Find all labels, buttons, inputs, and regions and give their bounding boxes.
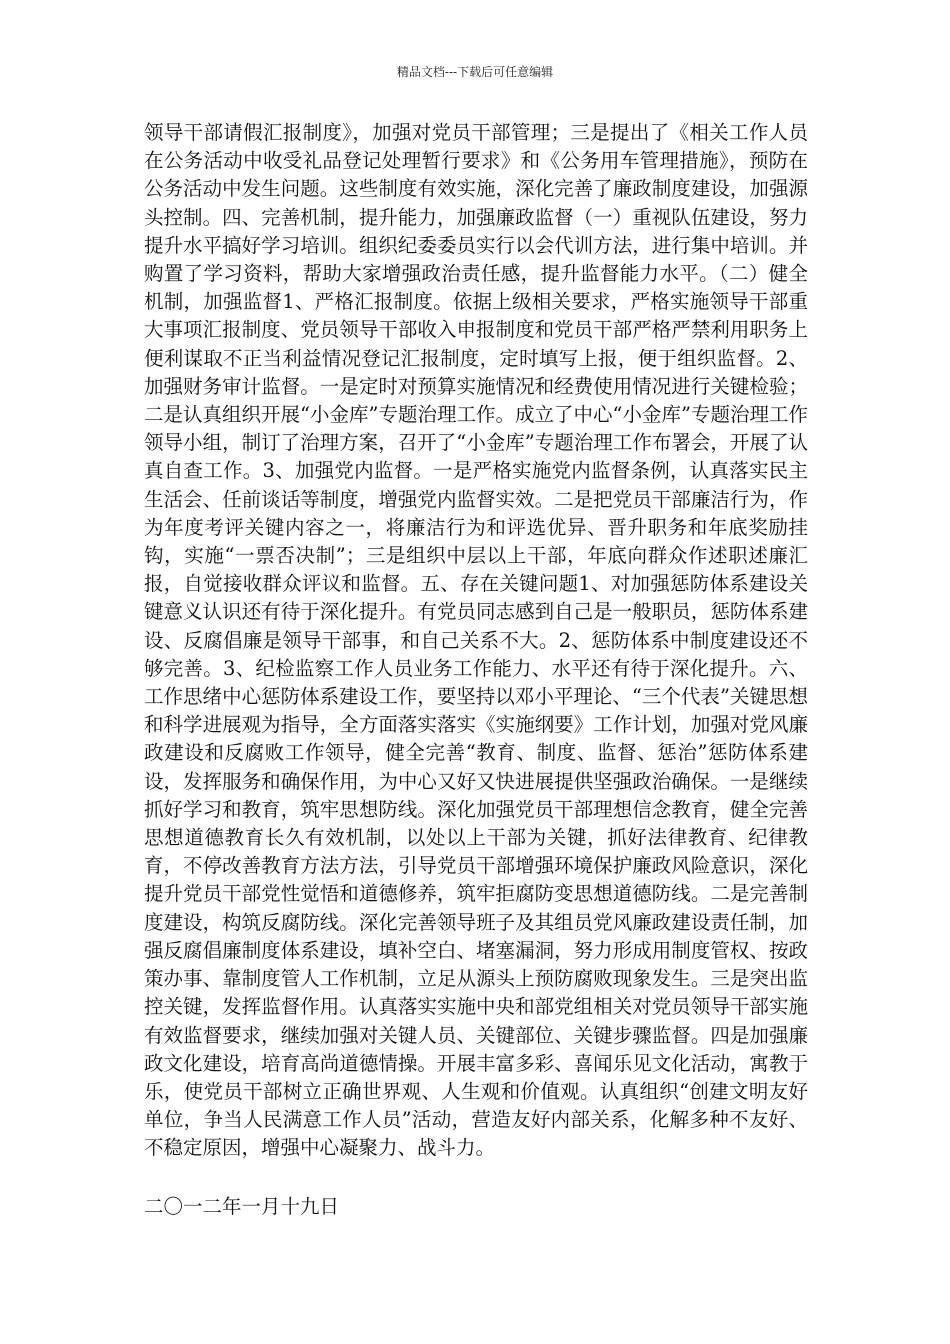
page-header: 精品文档---下载后可任意编辑 (396, 65, 554, 79)
document-date: 二〇一二年一月十九日 (144, 1195, 340, 1218)
document-body-text: 领导干部请假汇报制度》，加强对党员干部管理；三是提出了《相关工作人员在公务活动中收受礼品登记处理暂行要求》和《公务用车管理措施》，预防在公务活动中发生问题。这些制度有效实施，深化完善了廉政制度建设，加强源头控制。四、完善机制，提升能力，加强廉政监督（一）重视队伍建设，努力提升水平搞好学习培训。组织纪委委员实行以会代训方法，进行集中培训。并购置了学习资料，帮助大家增强政治责任感，提升监督能力水平。（二）健全机制，加强监督1、严格汇报制度。依据上级相关要求，严格实施领导干部重大事项汇报制度、党员领导干部收入申报制度和党员干部严格严禁利用职务上便利谋取不正当利益情况登记汇报制度，定时填写上报，便于组织监督。2、加强财务审计监督。一是定时对预算实施情况和经费使用情况进行关键检验；二是认真组织开展“小金库”专题治理工作。成立了中心“小金库”专题治理工作领导小组，制订了治理方案，召开了“小金库”专题治理工作布署会，开展了认真自查工作。3、加强党内监督。一是严格实施党内监督条例，认真落实民主生活会、任前谈话等制度，增强党内监督实效。二是把党员干部廉洁行为，作为年度考评关键内容之一，将廉洁行为和评选优异、晋升职务和年底奖励挂钩，实施“一票否决制”；三是组织中层以上干部，年底向群众作述职述廉汇报，自觉接收群众评议和监督。五、存在关键问题1、对加强惩防体系建设关键意义认识还有待于深化提升。有党员同志感到自己是一般职员，惩防体系建设、反腐倡廉是领导干部事，和自己关系不大。2、惩防体系中制度建设还不够完善。3、纪检监察工作人员业务工作能力、水平还有待于深化提升。六、工作思绪中心惩防体系建设工作，要坚持以邓小平理论、“三个代表”关键思想和科学进展观为指导，全方面落实落实《实施纲要》工作计划，加强对党风廉政建设和反腐败工作领导，健全完善“教育、制度、监督、惩治”惩防体系建设，发挥服务和确保作用，为中心又好又快进展提供坚强政治确保。一是继续抓好学习和教育，筑牢思想防线。深化加强党员干部理想信念教育，健全完善思想道德教育长久有效机制，以处以上干部为关键，抓好法律教育、纪律教育，不停改善教育方法方法，引导党员干部增强环境保护廉政风险意识，深化提升党员干部党性觉悟和道德修养，筑牢拒腐防变思想道德防线。二是完善制度建设，构筑反腐防线。深化完善领导班子及其组员党风廉政建设责任制，加强反腐倡廉制度体系建设，填补空白、堵塞漏洞，努力形成用制度管权、按政策办事、靠制度管人工作机制，立足从源头上预防腐败现象发生。三是突出监控关键，发挥监督作用。认真落实实施中央和部党组相关对党员领导干部实施有效监督要求，继续加强对关键人员、关键部位、关键步骤监督。四是加强廉政文化建设，培育高尚道德情操。开展丰富多彩、喜闻乐见文化活动，寓教于乐，使党员干部树立正确世界观、人生观和价值观。认真组织“创建文明友好单位，争当人民满意工作人员”活动，营造友好内部关系，化解多种不友好、不稳定原因，增强中心凝聚力、战斗力。 (144, 121, 808, 1160)
